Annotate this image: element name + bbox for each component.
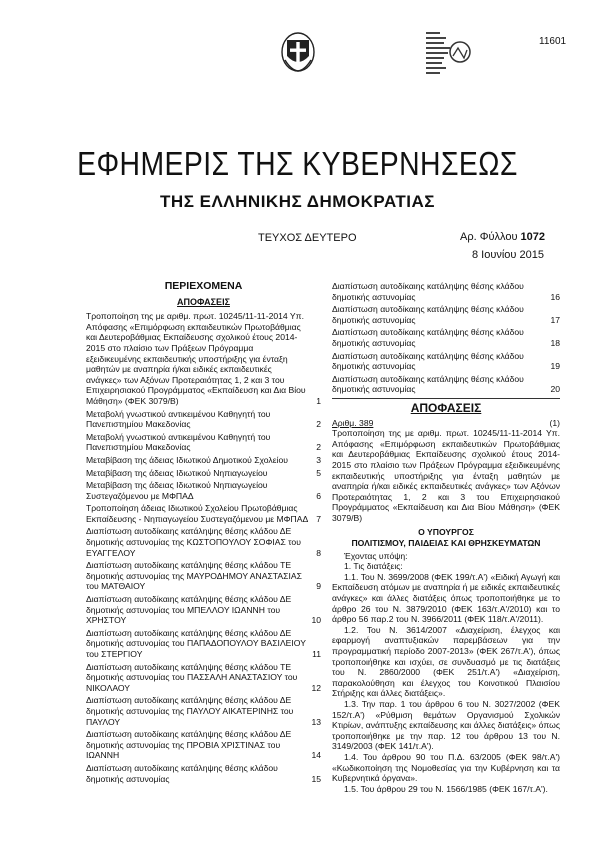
sheet-number (460, 231, 545, 243)
decisions-heading: ΑΠΟΦΑΣΕΙΣ (410, 400, 482, 415)
ministry-name: ΠΟΛΙΤΙΣΜΟΥ, ΠΑΙΔΕΙΑΣ ΚΑΙ ΘΡΗΣΚΕΥΜΑΤΩΝ (351, 538, 541, 549)
provision-item-1-2: 1.2. Του Ν. 3614/2007 «Διαχείριση, έλεγχος και εφαρμογή αναπτυξιακών παρεμβάσεων για την προγραμματική περίοδο 2007-2013» (ΦΕΚ 267/τ.Α'), όπως τροποποιήθηκε και ισχύει, σε συνδυασμό με τις διατάξεις του Ν. 2860/2000 (ΦΕΚ 251/τ.Α') «Διαχείριση, παρακολούθηση και έλεγχος του Κοινοτικού Πλαισίου Στήριξης και άλλες διατάξεις». (332, 624, 560, 699)
sheet-label: Αρ. Φύλλου (460, 231, 518, 243)
provision-item-1: 1. Τις διατάξεις: (344, 561, 403, 572)
toc-entry[interactable]: Μεταβίβαση της άδειας Ιδιωτικού Νηπιαγωγείου Συστεγαζόμενου με ΜΦΠΑΔ 6 (86, 480, 321, 501)
toc-entry[interactable]: Μεταβίβαση της άδειας Ιδιωτικού Νηπιαγωγείου 5 (86, 467, 321, 478)
toc-entry[interactable]: Διαπίστωση αυτοδίκαιης κατάληψης θέσης κλάδου ΤΕ δημοτικής αστυνομίας της ΜΑΥΡΟΔΗΜΟΥ ΑΝΑΣΤΑΣΙΑΣ του ΜΑΤΘΑΙΟΥ 9 (86, 560, 321, 592)
toc-entry[interactable]: Διαπίστωση αυτοδίκαιης κατάληψης θέσης κλάδου ΔΕ δημοτικής αστυνομίας της ΚΩΣΤΟΠΟΥΛΟΥ ΣΟΦΙΑΣ του ΕΥΑΓΓΕΛΟΥ 8 (86, 526, 321, 558)
provision-item-1-5: 1.5. Του άρθρου 29 του Ν. 1566/1985 (ΦΕΚ 167/τ.Α'). (344, 783, 548, 794)
gazette-subtitle: ΤΗΣ ΕΛΛΗΝΙΚΗΣ ΔΗΜΟΚΡΑΤΙΑΣ (160, 192, 435, 211)
sheet-number-value: 1072 (520, 231, 546, 243)
toc-entry[interactable]: Τροποποίηση της με αριθμ. πρωτ. 10245/11-11-2014 Υπ. Απόφασης «Επιμόρφωση εκπαιδευτικών Πρωτοβάθμιας και Δευτεροβάθμιας Εκπαίδευσης σχολικού έτους 2014-2015 στο πλαίσιο των Πράξεων Πρόγραμμα εξειδικευμένης εκπαιδευτικής υποστήριξης για ένταξη μαθητών με αναπηρία ή/και ειδικές εκπαιδευτικές ανάγκες» των Αξόνων Προτεραιότητας 1, 2 και 3 του Επιχειρησιακού Προγράμματος «Εκπαίδευση και Δια Βίου Μάθηση» (ΦΕΚ 3079/Β) 1 (86, 311, 321, 406)
toc-entry[interactable]: Μεταβίβαση της άδειας Ιδιωτικού Δημοτικού Σχολείου 3 (86, 454, 321, 465)
provision-item-1-3: 1.3. Την παρ. 1 του άρθρου 6 του Ν. 3027/2002 (ΦΕΚ 152/τ.Α') «Ρύθμιση θεμάτων Οργανισμού Σχολικών Κτιρίων, ανάπτυξης εκπαίδευσης και άλλες διατάξεις» όπως τροποποιήθηκε με την παρ. 12 του άρθρου 13 του Ν. 3149/2003 (ΦΕΚ 141/τ.Α'). (332, 698, 560, 752)
toc-column-left (86, 281, 321, 786)
toc-entry[interactable]: Διαπίστωση αυτοδίκαιης κατάληψης θέσης κλάδου δημοτικής αστυνομίας 19 (332, 350, 560, 372)
toc-entry[interactable]: Διαπίστωση αυτοδίκαιης κατάληψης θέσης κλάδου δημοτικής αστυνομίας 15 (86, 762, 321, 784)
toc-entry[interactable]: Διαπίστωση αυτοδίκαιης κατάληψης θέσης κλάδου ΔΕ δημοτικής αστυνομίας του ΠΑΠΑΔΟΠΟΥΛΟΥ ΒΑΣΙΛΕΙΟΥ του ΣΤΕΡΓΙΟΥ 11 (86, 627, 321, 659)
provision-item-1-1: 1.1. Του Ν. 3699/2008 (ΦΕΚ 199/τ.Α') «Ειδική Αγωγή και Εκπαίδευση ατόμων με αναπηρία ή με ειδικές εκπαιδευτικές ανάγκες» και άλλες διατάξεις όπως τροποποιήθηκε με το άρθρο 26 του Ν. 3879/2010 (ΦΕΚ 163/τ.Α'/2010) και το άρθρο 56 παρ.2 του Ν. 3966/2011 (ΦΕΚ 118/τ.Α'/2011). (332, 571, 560, 625)
decision-summary: Τροποποίηση της με αριθμ. πρωτ. 10245/11-11-2014 Υπ. Απόφασης «Επιμόρφωση εκπαιδευτικών Πρωτοβάθμιας και Δευτεροβάθμιας Εκπαίδευσης σχολικού έτους 2014-2015 στο πλαίσιο των Πράξεων Πρόγραμμα εξειδικευμένης εκπαιδευτικής υποστήριξης για ένταξη μαθητών με αναπηρία ή/και ειδικές εκπαιδευτικές ανάγκες» των Αξόνων Προτεραιότητας 1, 2 και 3 του Επιχειρησιακού Προγράμματος «Εκπαίδευση και Δια Βίου Μάθηση» (ΦΕΚ 3079/Β) (332, 428, 560, 523)
toc-entry[interactable]: Διαπίστωση αυτοδίκαιης κατάληψης θέσης κλάδου ΔΕ δημοτικής αστυνομίας της ΠΑΥΛΟΥ ΑΙΚΑΤΕΡΙΝΗΣ του ΠΑΥΛΟΥ 13 (86, 695, 321, 727)
toc-entry[interactable]: Διαπίστωση αυτοδίκαιης κατάληψης θέσης κλάδου ΤΕ δημοτικής αστυνομίας του ΠΑΣΣΑΛΗ ΑΝΑΣΤΑΣΙΟΥ του ΝΙΚΟΛΑΟΥ 12 (86, 661, 321, 693)
section-divider (332, 398, 560, 399)
toc-entry[interactable]: Διαπίστωση αυτοδίκαιης κατάληψης θέσης κλάδου ΔΕ δημοτικής αστυνομίας του ΜΠΕΛΛΟΥ ΙΩΑΝΝΗ του ΧΡΗΣΤΟΥ 10 (86, 594, 321, 626)
content-column-right (332, 281, 560, 794)
toc-entry[interactable]: Τροποποίηση άδειας Ιδιωτικού Σχολείου Πρωτοβάθμιας Εκπαίδευσης - Νηπιαγωγείου Συστεγαζόμενου με ΜΦΠΑΔ 7 (86, 503, 321, 524)
digital-signature-stamp-icon (426, 30, 474, 82)
coat-of-arms-icon (281, 30, 315, 72)
toc-entry[interactable]: Μεταβολή γνωστικού αντικειμένου Καθηγητή του Πανεπιστημίου Μακεδονίας 2 (86, 408, 321, 430)
decision-number-row (332, 418, 560, 429)
toc-entry[interactable]: Διαπίστωση αυτοδίκαιης κατάληψης θέσης κλάδου δημοτικής αστυνομίας 18 (332, 327, 560, 348)
toc-entry[interactable]: Μεταβολή γνωστικού αντικειμένου Καθηγητή του Πανεπιστημίου Μακεδονίας 2 (86, 431, 321, 453)
toc-section-heading: ΑΠΟΦΑΣΕΙΣ (177, 296, 230, 307)
gazette-title: ΕΦΗΜΕΡΙΣ ΤΗΣ ΚΥΒΕΡΝΗΣΕΩΣ (77, 145, 518, 182)
minister-title: Ο ΥΠΟΥΡΓΟΣ (418, 527, 474, 538)
page-number: 11601 (539, 36, 567, 47)
issue-date: 8 Ιουνίου 2015 (472, 249, 544, 261)
toc-entry[interactable]: Διαπίστωση αυτοδίκαιης κατάληψης θέσης κλάδου ΔΕ δημοτικής αστυνομίας της ΠΡΟΒΙΑ ΧΡΙΣΤΙΝΑΣ του ΙΩΑΝΝΗ 14 (86, 729, 321, 761)
toc-entry[interactable]: Διαπίστωση αυτοδίκαιης κατάληψης θέσης κλάδου δημοτικής αστυνομίας 16 (332, 281, 560, 302)
decision-ref: (1) (549, 417, 560, 428)
toc-entry[interactable]: Διαπίστωση αυτοδίκαιης κατάληψης θέσης κλάδου δημοτικής αστυνομίας 20 (332, 373, 560, 395)
toc-heading: ΠΕΡΙΕΧΟΜΕΝΑ (164, 280, 243, 292)
toc-entry[interactable]: Διαπίστωση αυτοδίκαιης κατάληψης θέσης κλάδου δημοτικής αστυνομίας 17 (332, 304, 560, 325)
decision-number: Αριθμ. 389 (332, 417, 374, 428)
considering-label: Έχοντας υπόψη: (344, 550, 408, 561)
provision-item-1-4: 1.4. Του άρθρου 90 του Π.Δ. 63/2005 (ΦΕΚ 98/τ.Α') «Κωδικοποίηση της Νομοθεσίας για την Κυβέρνηση και τα Κυβερνητικά όργανα». (332, 751, 560, 784)
issue-label: ΤΕΥΧΟΣ ΔΕΥΤΕΡΟ (258, 232, 357, 244)
